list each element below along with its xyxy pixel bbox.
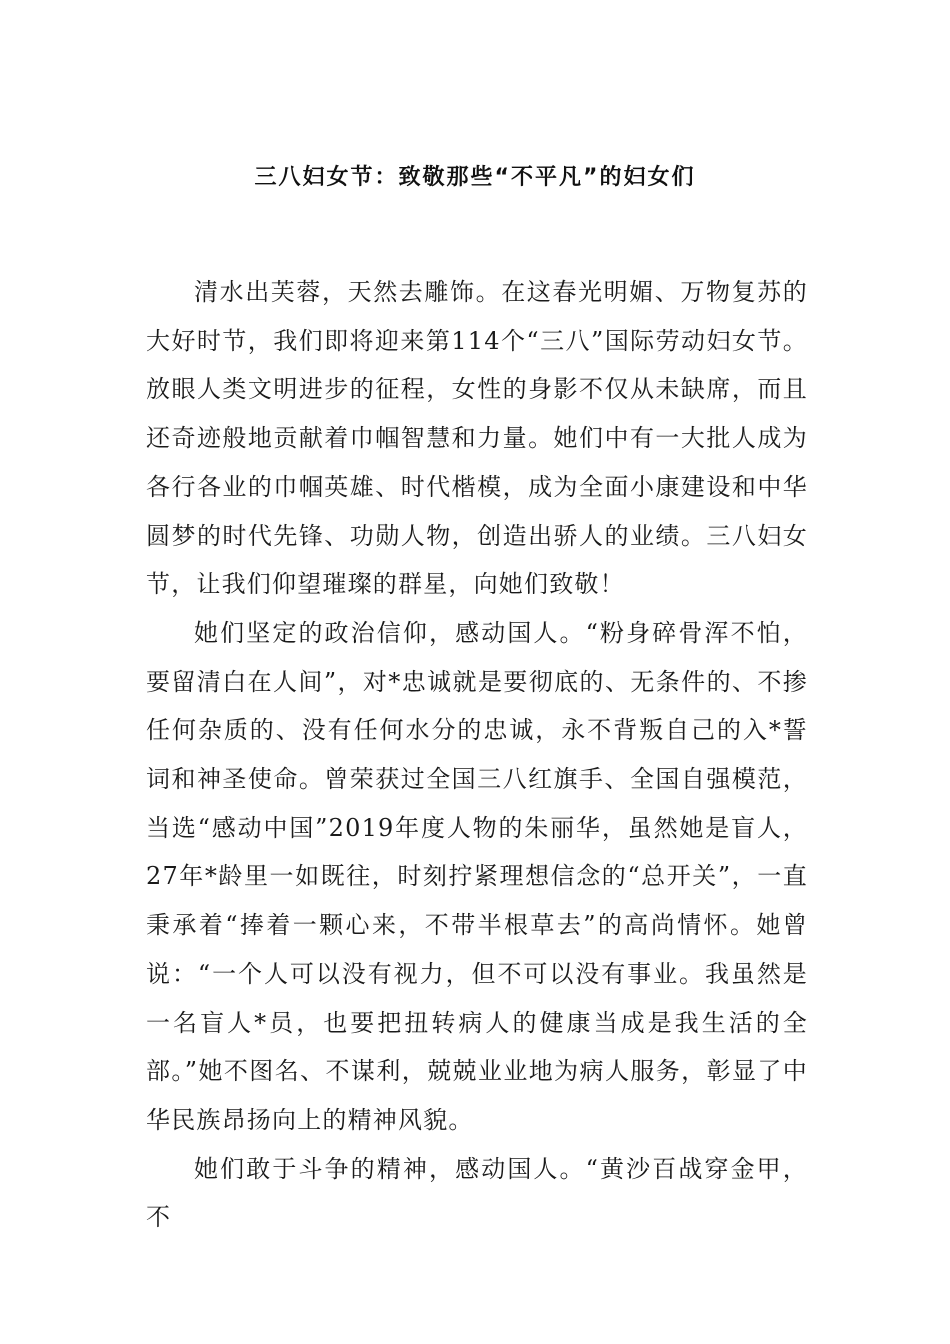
paragraph-3: 她们敢于斗争的精神，感动国人。“黄沙百战穿金甲，不 [146, 1154, 808, 1232]
paragraph-2: 她们坚定的政治信仰，感动国人。“粉身碎骨浑不怕，要留清白在人间”，对*忠诚就是要彻底的、无条件的、不掺任何杂质的、没有任何水分的忠诚，永不背叛自己的入*誓词和神圣使命。曾荣获过全国三八红旗手、全国自强模范，当选“感动中国”2019年度人物的朱丽华，虽然她是盲人，27年*龄里一如既往，时刻拧紧理想信念的“总开关”，一直秉承着“捧着一颗心来，不带半根草去”的高尚情怀。她曾说：“一个人可以没有视力，但不可以没有事业。我虽然是一名盲人*员，也要把扭转病人的健康当成是我生活的全部。”她不图名、不谋利，兢兢业业地为病人服务，彰显了中华民族昂扬向上的精神风貌。 [146, 618, 808, 1134]
document-title: 三八妇女节：致敬那些“不平凡”的妇女们 [254, 165, 696, 190]
document-body [146, 268, 808, 1242]
paragraph-1: 清水出芙蓉，天然去雕饰。在这春光明媚、万物复苏的大好时节，我们即将迎来第114个“三八”国际劳动妇女节。放眼人类文明进步的征程，女性的身影不仅从未缺席，而且还奇迹般地贡献着巾帼智慧和力量。她们中有一大批人成为各行各业的巾帼英雄、时代楷模，成为全面小康建设和中华圆梦的时代先锋、功勋人物，创造出骄人的业绩。三八妇女节，让我们仰望璀璨的群星，向她们致敬！ [146, 278, 808, 599]
